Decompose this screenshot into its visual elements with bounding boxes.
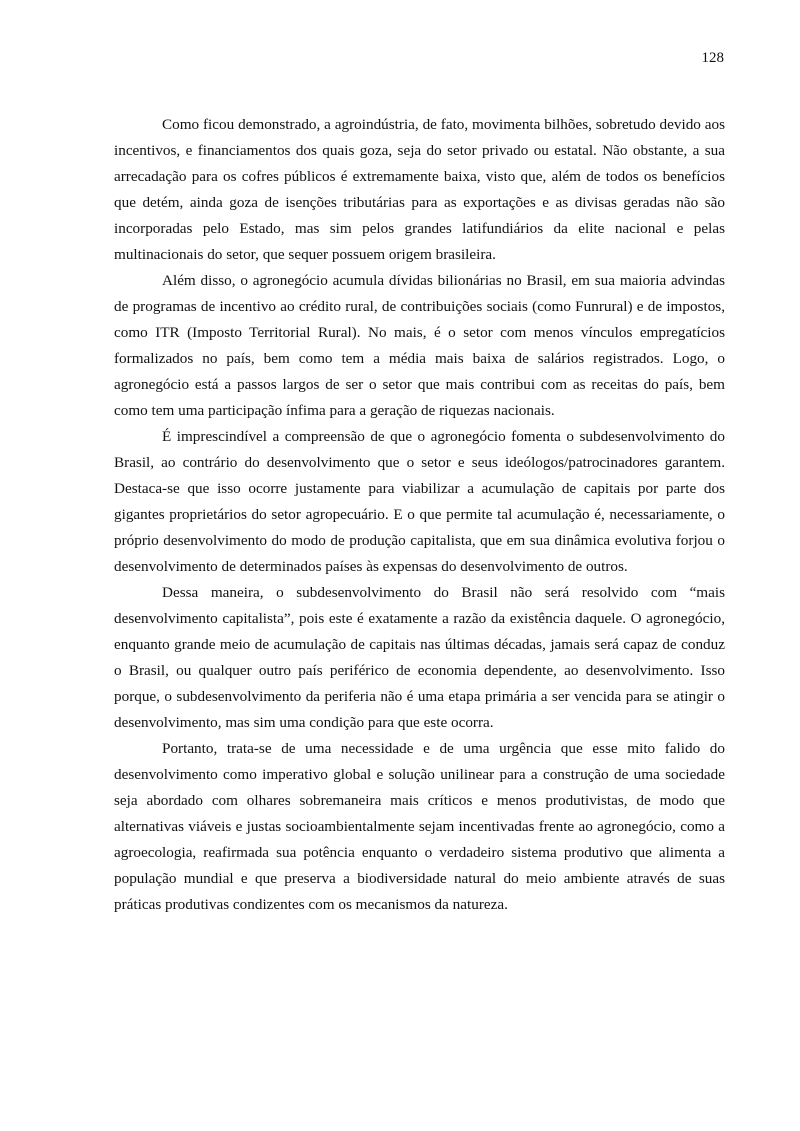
paragraph-2: Além disso, o agronegócio acumula dívidas bilionárias no Brasil, em sua maioria advindas de programas de incentivo ao crédito rural, de contribuições sociais (como Funrural) e de impostos, como ITR (Imposto Territorial Rural). No mais, é o setor com menos vínculos empregatícios formalizados no país, bem como tem a média mais baixa de salários registrados. Logo, o agronegócio está a passos largos de ser o setor que mais contribui com as receitas do país, bem como tem uma participação ínfima para a geração de riquezas nacionais. [114, 272, 725, 419]
body-text [114, 112, 725, 918]
paragraph-3: É imprescindível a compreensão de que o agronegócio fomenta o subdesenvolvimento do Brasil, ao contrário do desenvolvimento que o setor e seus ideólogos/patrocinadores garantem. Destaca-se que isso ocorre justamente para viabilizar a acumulação de capitais por parte dos gigantes proprietários do setor agropecuário. E o que permite tal acumulação é, necessariamente, o próprio desenvolvimento do modo de produção capitalista, que em sua dinâmica evolutiva forjou o desenvolvimento de determinados países às expensas do desenvolvimento de outros. [114, 428, 725, 575]
paragraph-1: Como ficou demonstrado, a agroindústria, de fato, movimenta bilhões, sobretudo devido aos incentivos, e financiamentos dos quais goza, seja do setor privado ou estatal. Não obstante, a sua arrecadação para os cofres públicos é extremamente baixa, visto que, além de todos os benefícios que detém, ainda goza de isenções tributárias para as exportações e as divisas geradas não são incorporadas pelo Estado, mas sim pelos grandes latifundiários da elite nacional e pelas multinacionais do setor, que sequer possuem origem brasileira. [114, 116, 725, 263]
paragraph-4: Dessa maneira, o subdesenvolvimento do Brasil não será resolvido com “mais desenvolvimento capitalista”, pois este é exatamente a razão da existência daquele. O agronegócio, enquanto grande meio de acumulação de capitais nas últimas décadas, jamais será capaz de conduz o Brasil, ou qualquer outro país periférico de economia dependente, ao desenvolvimento. Isso porque, o subdesenvolvimento da periferia não é uma etapa primária a ser vencida para se atingir o desenvolvimento, mas sim uma condição para que este ocorra. [114, 584, 725, 731]
paragraph-5: Portanto, trata-se de uma necessidade e de uma urgência que esse mito falido do desenvolvimento como imperativo global e solução unilinear para a construção de uma sociedade seja abordado com olhares sobremaneira mais críticos e menos produtivistas, de modo que alternativas viáveis e justas socioambientalmente sejam incentivadas frente ao agronegócio, como a agroecologia, reafirmada sua potência enquanto o verdadeiro sistema produtivo que alimenta a população mundial e que preserva a biodiversidade natural do meio ambiente através de suas práticas produtivas condizentes com os mecanismos da natureza. [114, 740, 725, 913]
page-number: 128 [701, 50, 724, 66]
